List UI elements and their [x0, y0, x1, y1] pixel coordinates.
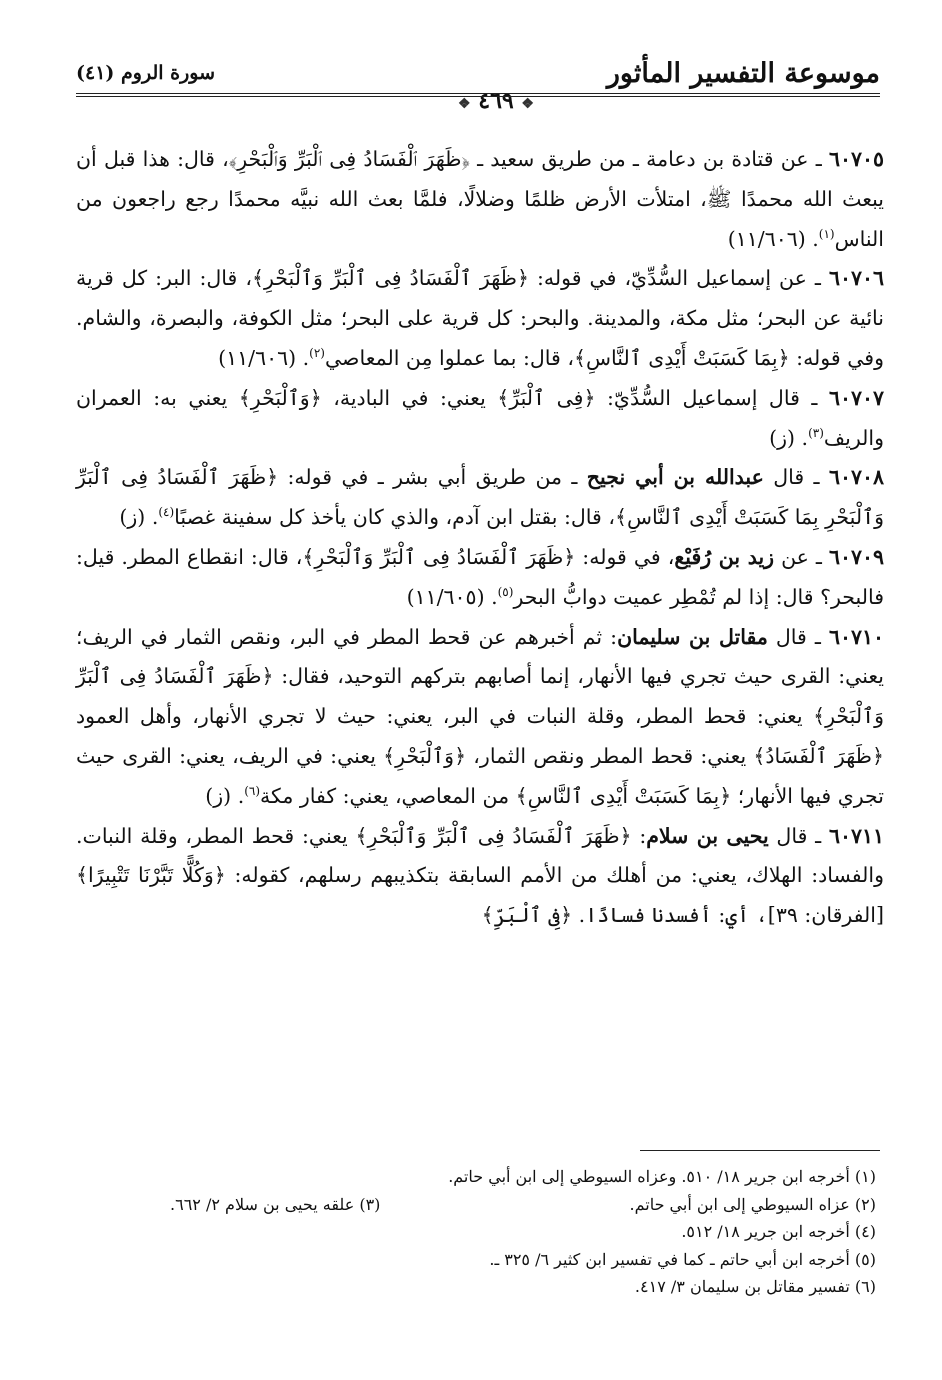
page-number-wrap — [396, 88, 596, 114]
page-number: ٤٦٩ — [478, 88, 514, 114]
footnote-separator — [640, 1150, 880, 1151]
footnote-ref: (٦) — [244, 783, 261, 798]
footnote-5: (٥) أخرجه ابن أبي حاتم ـ كما في تفسير ابن كثير ٦/ ٣٢٥ ـ. — [489, 1249, 876, 1269]
entry-ref: . (١١/٦٠٦) — [218, 345, 310, 370]
entry-number: ٦٠٧٠٦ — [828, 266, 884, 291]
entry-text: ـ عن قتادة بن دعامة ـ من طريق سعيد ـ ﴿ظَهَرَ ٱلْفَسَادُ فِى ٱلْبَرِّ وَٱلْبَحْرِ﴾، قال: هذا قبل أن يبعث الله محمدًا ﷺ، امتلأت الأرض ظلمًا وضلالًا، فلمَّا بعث الله نبيَّه محمدًا رجع راجعون من الناس — [76, 147, 884, 251]
entry-ref: . (ز) — [119, 505, 159, 530]
page-header — [76, 52, 880, 114]
entry-60706 — [76, 259, 884, 378]
entry-number: ٦٠٧١١ — [828, 823, 884, 848]
entry-ref: . (١١/٦٠٥) — [406, 584, 498, 609]
entry-60710 — [76, 618, 884, 817]
entry-number: ٦٠٧١٠ — [828, 624, 885, 649]
entry-text: ـ قال إسماعيل السُّدِّيّ: ﴿فِى ٱلْبَرِّ﴾ يعني: في البادية، ﴿وَٱلْبَحْرِ﴾ يعني به: العمران والريف — [76, 385, 884, 450]
footnote-ref: (٥) — [497, 584, 514, 599]
entry-60705 — [76, 140, 884, 259]
book-title: موسوعة التفسير المأثور — [606, 58, 880, 89]
entry-ref: . (ز) — [205, 783, 245, 808]
entry-prefix: ـ عن — [774, 544, 829, 569]
footnotes — [170, 1163, 876, 1301]
footnote-ref: (٣) — [808, 425, 824, 440]
entry-text: ـ من طريق أبي بشر ـ في قوله: ﴿ظَهَرَ ٱلْفَسَادُ فِى ٱلْبَرِّ وَٱلْبَحْرِ بِمَا كَسَبَتْ أَيْدِى ٱلنَّاسِ﴾، قال: بقتل ابن آدم، والذي كان يأخذ كل سفينة غصبًا — [76, 465, 884, 530]
entry-prefix: ـ قال — [767, 624, 829, 649]
entry-prefix: ـ قال — [763, 465, 829, 490]
entry-text: : ثم أخبرهم عن قحط المطر في البر، ونقص الثمار في الريف؛ يعني: القرى حيث تجري فيها الأنهار، إنما أصابهم بتركهم التوحيد، فقال: ﴿ظَهَرَ ٱلْفَسَادُ فِى ٱلْبَرِّ وَٱلْبَحْرِ﴾ يعني: قحط المطر، وقلة النبات في البر، يعني: حيث لا تجري الأنهار، وأهل العمود ﴿ظَهَرَ ٱلْفَسَادُ﴾ يعني: قحط المطر ونقص الثمار، ﴿وَٱلْبَحْرِ﴾ يعني: في الريف، يعني: القرى حيث تجري فيها الأنهار؛ ﴿بِمَا كَسَبَتْ أَيْدِى ٱلنَّاسِ﴾ من المعاصي، يعني: كفار مكة — [76, 624, 884, 808]
footnote-3: (٣) علقه يحيى بن سلام ٢/ ٦٦٢. — [170, 1194, 381, 1214]
entry-prefix: ـ قال — [768, 823, 829, 848]
entry-60707 — [76, 379, 884, 459]
footnote-4: (٤) أخرجه ابن جرير ١٨/ ٥١٢. — [681, 1222, 876, 1242]
surah-title: سورة الروم (٤١) — [76, 62, 215, 84]
ornament-icon: ❖ — [521, 96, 534, 112]
ornament-icon: ❖ — [458, 96, 471, 112]
main-text — [76, 140, 884, 936]
narrator-name: مقاتل بن سليمان — [617, 624, 768, 649]
footnote-row-2-3 — [170, 1191, 876, 1219]
entry-ref: . (١١/٦٠٦) — [727, 226, 819, 251]
entry-number: ٦٠٧٠٧ — [828, 385, 884, 410]
entry-number: ٦٠٧٠٥ — [828, 147, 884, 171]
entry-60708 — [76, 458, 884, 538]
entry-60709 — [76, 538, 884, 618]
narrator-name: عبدالله بن أبي نجيح — [586, 465, 764, 490]
entry-text: ـ عن إسماعيل السُّدِّيّ، في قوله: ﴿ظَهَرَ ٱلْفَسَادُ فِى ٱلْبَرِّ وَٱلْبَحْرِ﴾، قال: البر: كل قرية نائية عن البحر؛ مثل مكة، والمدينة. والبحر: كل قرية على البحر؛ مثل الكوفة، والبصرة، والشام. وفي قوله: ﴿بِمَا كَسَبَتْ أَيْدِى ٱلنَّاسِ﴾، قال: بما عملوا مِن المعاصي — [76, 266, 884, 370]
footnote-6: (٦) تفسير مقاتل بن سليمان ٣/ ٤١٧. — [634, 1277, 876, 1297]
entry-60711 — [76, 817, 884, 936]
footnote-ref: (٢) — [309, 346, 325, 361]
entry-text: : ﴿ظَهَرَ ٱلْفَسَادُ فِى ٱلْبَرِّ وَٱلْبَحْرِ﴾ يعني: قحط المطر، وقلة النبات. والفساد: الهلاك، يعني: من أهلك من الأمم السابقة بتكذيبهم رسلهم، كقوله: ﴿وَكُلًّا تَبَّرْنَا تَتْبِيرًا﴾ [الفرقان: ٣٩]، أي: أفسدنا فسادًا. ﴿فِى ٱلْبَرِّ﴾ — [76, 823, 884, 928]
footnote-2: (٢) عزاه السيوطي إلى ابن أبي حاتم. — [629, 1194, 876, 1214]
entry-number: ٦٠٧٠٩ — [828, 544, 884, 569]
entry-number: ٦٠٧٠٨ — [828, 465, 885, 490]
footnote-ref: (٤) — [158, 505, 175, 520]
entry-ref: . (ز) — [769, 425, 809, 450]
narrator-name: زيد بن رُفَيْع — [674, 544, 775, 569]
entry-text: ، في قوله: ﴿ظَهَرَ ٱلْفَسَادُ فِى ٱلْبَرِّ وَٱلْبَحْرِ﴾، قال: انقطاع المطر. قيل: فالبحر؟ قال: إذا لم تُمْطِر عميت دوابُّ البحر — [76, 544, 884, 609]
header-rule — [76, 93, 880, 94]
footnote-ref: (١) — [818, 226, 835, 241]
header-rule-thin — [76, 96, 880, 97]
narrator-name: يحيى بن سلام — [646, 823, 769, 848]
footnote-1: (١) أخرجه ابن جرير ١٨/ ٥١٠. وعزاه السيوطي إلى ابن أبي حاتم. — [448, 1167, 876, 1186]
